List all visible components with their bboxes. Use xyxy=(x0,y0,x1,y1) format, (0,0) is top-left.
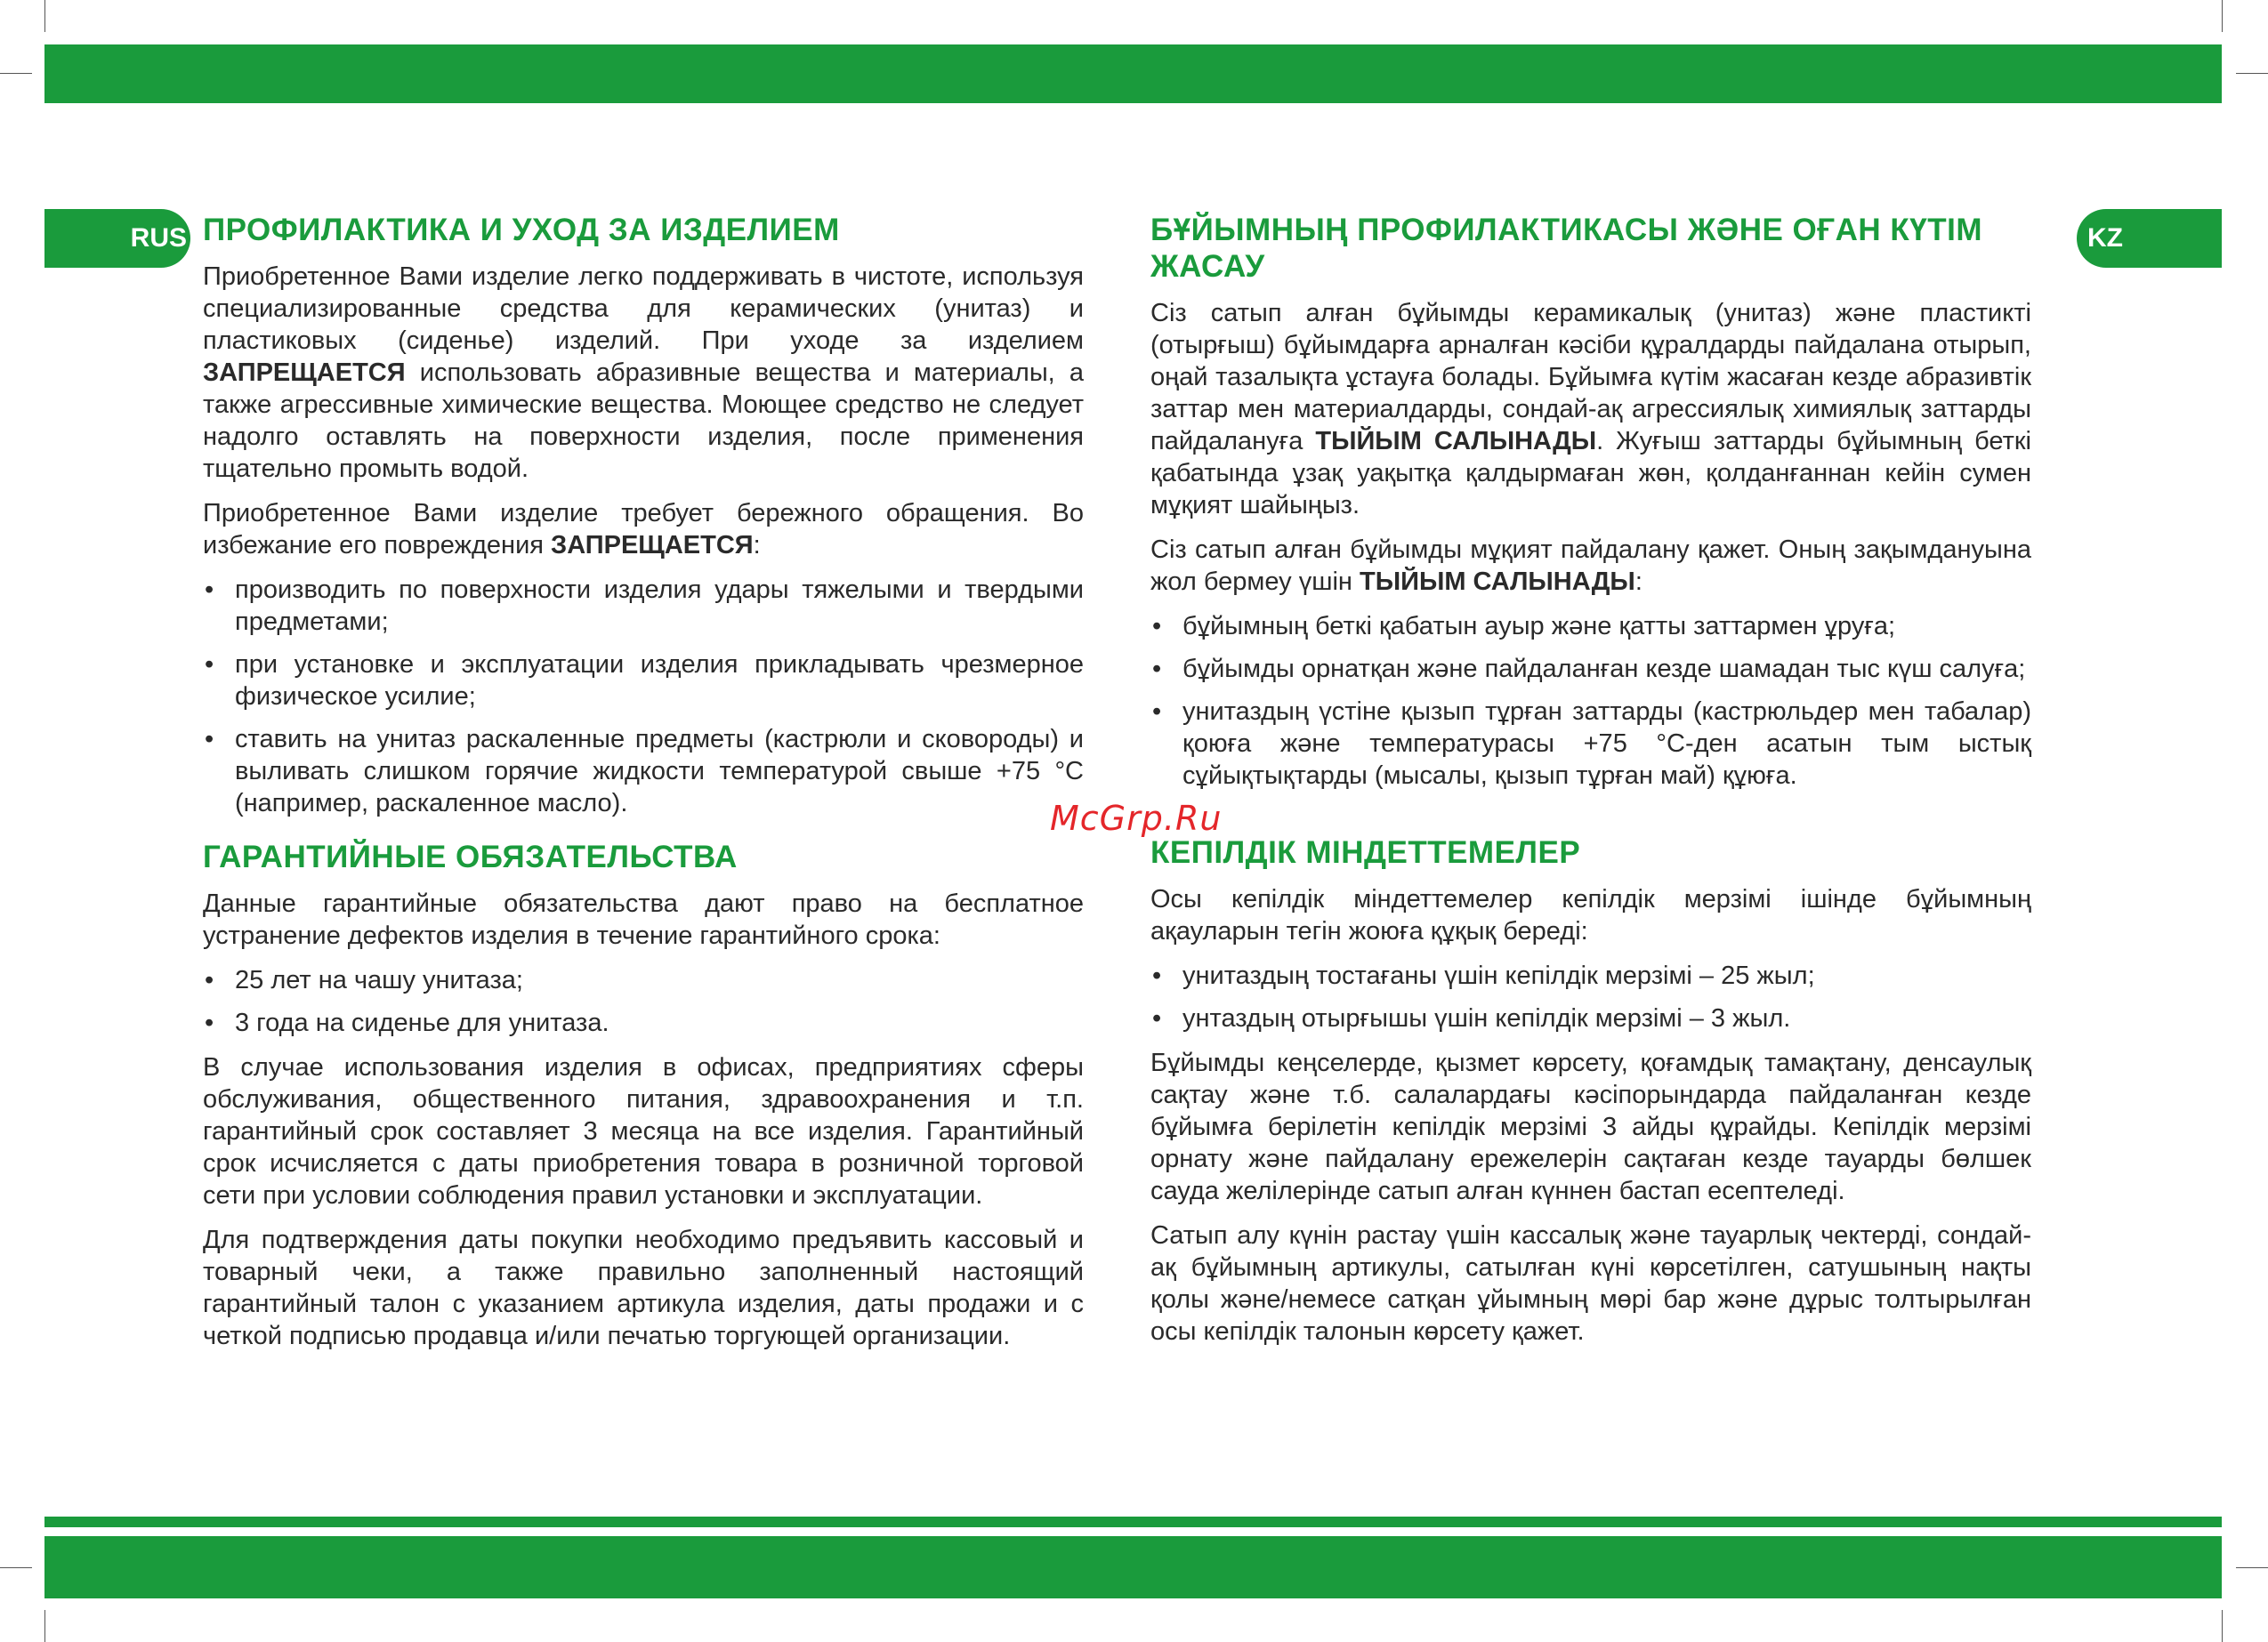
kz-care-paragraph-2: Сіз сатып алған бұйымды мұқият пайдалану қажет. Оның зақымдануына жол бермеу үшін ТЫЙЫМ САЛЫНАДЫ: xyxy=(1150,535,2031,596)
crop-mark xyxy=(2236,1567,2268,1568)
list-item: • при установке и эксплуатации изделия прикладывать чрезмерное физическое усилие; xyxy=(203,648,1084,712)
list-item: • производить по поверхности изделия удары тяжелыми и твердыми предметами; xyxy=(203,574,1084,638)
crop-mark xyxy=(2236,73,2268,74)
list-item: • ставить на унитаз раскаленные предметы (кастрюли и сковороды) и выливать слишком горячие жидкости температурой свыше +75 °С (например, раскаленное масло). xyxy=(203,723,1084,819)
crop-mark xyxy=(2222,0,2223,32)
kz-warranty-paragraph-1: Осы кепілдік міндеттемелер кепілдік мерзімі ішінде бұйымның ақауларын тегін жоюға құқық береді: xyxy=(1150,885,2031,946)
list-item: • унитаздың тостағаны үшін кепілдік мерзімі – 25 жыл; xyxy=(1150,960,2031,992)
rus-care-list xyxy=(203,574,1084,819)
bottom-green-band xyxy=(44,1536,2222,1598)
rus-warranty-title: ГАРАНТИЙНЫЕ ОБЯЗАТЕЛЬСТВА xyxy=(203,840,738,874)
rus-care-paragraph-1: Приобретенное Вами изделие легко поддерживать в чистоте, используя специализированные средства для керамических (унитаз) и пластиковых (сиденье) изделий. При уходе за изделием ЗАПРЕЩАЕТСЯ использовать абразивные вещества и материалы, а также агрессивные химические вещества. Моющее средство не следует надолго оставлять на поверхности изделия, после применения тщательно промыть водой. xyxy=(203,262,1084,483)
kz-warranty-title: КЕПІЛДІК МІНДЕТТЕМЕЛЕР xyxy=(1150,835,1581,870)
list-item: • унтаздың отырғышы үшін кепілдік мерзімі – 3 жыл. xyxy=(1150,1002,2031,1034)
rus-care-title: ПРОФИЛАКТИКА И УХОД ЗА ИЗДЕЛИЕМ xyxy=(203,213,840,247)
rus-warranty-paragraph-1: Данные гарантийные обязательства дают право на бесплатное устранение дефектов изделия в течение гарантийного срока: xyxy=(203,889,1084,950)
kz-column xyxy=(1150,212,2031,1360)
language-tab-kz: KZ xyxy=(2077,209,2222,268)
list-item: • 3 года на сиденье для унитаза. xyxy=(203,1007,1084,1039)
watermark-text: McGrp.Ru xyxy=(1050,799,1223,838)
kz-warranty-paragraph-2: Бұйымды кеңселерде, қызмет көрсету, қоғамдық тамақтану, денсаулық сақтау және т.б. салалардағы кәсіпорындарда пайдаланған кезде бұйымға берілетін кепілдік мерзімі 3 айды құрайды. Кепілдік мерзімі орнату және пайдалану ережелерін сақтаған кезде тауарды бөлшек сауда желілерінде сатып алған күннен бастап есептеледі. xyxy=(1150,1049,2031,1205)
kz-care-title: БҰЙЫМНЫҢ ПРОФИЛАКТИКАСЫ ЖӘНЕ ОҒАН КҮТІМ ЖАСАУ xyxy=(1150,213,1982,284)
list-item: • бұйымның беткі қабатын ауыр және қатты заттармен ұруға; xyxy=(1150,610,2031,642)
kz-warranty-list xyxy=(1150,960,2031,1034)
list-item: • бұйымды орнатқан және пайдаланған кезде шамадан тыс күш салуға; xyxy=(1150,653,2031,685)
list-item: • 25 лет на чашу унитаза; xyxy=(203,964,1084,996)
kz-warranty-paragraph-3: Сатып алу күнін растау үшін кассалық және тауарлық чектерді, сондай-ақ бұйымның артикулы, сатылған күні көрсетілген, сатушының нақты қолы және/немесе сатқан ұйымның мөрі бар және дұрыс толтырылған осы кепілдік талонын көрсету қажет. xyxy=(1150,1221,2031,1346)
bottom-thin-green-band xyxy=(44,1517,2222,1527)
rus-warranty-list xyxy=(203,964,1084,1039)
crop-mark xyxy=(2222,1610,2223,1642)
kz-care-list xyxy=(1150,610,2031,792)
rus-care-paragraph-2: Приобретенное Вами изделие требует бережного обращения. Во избежание его повреждения ЗАПРЕЩАЕТСЯ: xyxy=(203,499,1084,559)
top-green-band xyxy=(44,44,2222,103)
crop-mark xyxy=(0,1567,32,1568)
crop-mark xyxy=(44,0,45,32)
rus-warranty-paragraph-2: В случае использования изделия в офисах, предприятиях сферы обслуживания, общественного питания, здравоохранения и т.п. гарантийный срок составляет 3 месяца на все изделия. Гарантийный срок исчисляется с даты приобретения товара в розничной торговой сети при условии соблюдения правил установки и эксплуатации. xyxy=(203,1053,1084,1210)
kz-care-paragraph-1: Сіз сатып алған бұйымды керамикалық (унитаз) және пластикті (отырғыш) бұйымдарға арналған кәсіби құралдарды пайдалана отырып, оңай тазалықта ұстауға болады. Бұйымға күтім жасаған кезде абразивтік заттар мен материалдарды, сондай-ақ агрессиялық химиялық заттарды пайдалануға ТЫЙЫМ САЛЫНАДЫ. Жуғыш заттарды бұйымның беткі қабатында ұзақ уақытқа қалдырмаған жөн, қолданғаннан кейін сумен мұқият шайыңыз. xyxy=(1150,299,2031,519)
rus-warranty-paragraph-3: Для подтверждения даты покупки необходимо предъявить кассовый и товарный чеки, а также правильно заполненный настоящий гарантийный талон с указанием артикула изделия, даты продажи и с четкой подписью продавца и/или печатью торгующей организации. xyxy=(203,1226,1084,1350)
list-item: • унитаздың үстіне қызып тұрған заттарды (кастрюльдер мен табалар) қоюға және температурасы +75 °С-ден асатын тым ыстық сұйықтықтарды (мысалы, қызып тұрған май) құюға. xyxy=(1150,696,2031,792)
rus-column xyxy=(203,212,1084,1364)
language-tab-rus: RUS xyxy=(44,209,190,268)
crop-mark xyxy=(44,1610,45,1642)
crop-mark xyxy=(0,73,32,74)
